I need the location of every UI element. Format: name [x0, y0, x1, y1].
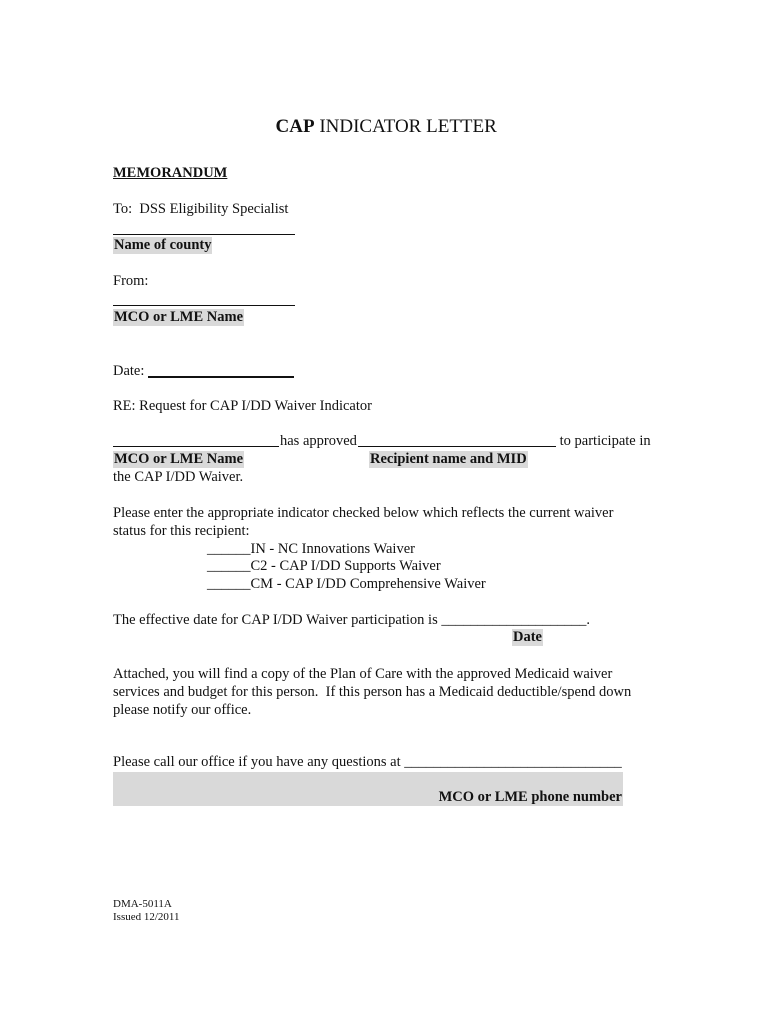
recipient-field-label[interactable]: Recipient name and MID	[370, 451, 527, 467]
instructions-line-1: Please enter the appropriate indicator checked below which reflects the current waiver	[113, 505, 614, 521]
indicator-item-c2[interactable]: ______C2 - CAP I/DD Supports Waiver	[207, 558, 441, 574]
recipient-blank[interactable]	[358, 433, 556, 447]
attached-line-2: services and budget for this person. If this person has a Medicaid deductible/spend down	[113, 684, 632, 700]
effective-date-field-label[interactable]: Date	[513, 629, 542, 645]
attached-line-3: please notify our office.	[113, 702, 252, 718]
footer-issued-date: Issued 12/2011	[113, 911, 180, 923]
title-rest: INDICATOR LETTER	[314, 116, 497, 137]
instructions-line-2: status for this recipient:	[113, 523, 250, 539]
phone-field-text: MCO or LME phone number	[438, 789, 622, 805]
attached-line-1: Attached, you will find a copy of the Plan of Care with the approved Medicaid waiver	[113, 666, 613, 682]
date-line: Date:	[113, 363, 145, 379]
phone-field-label[interactable]	[113, 772, 623, 806]
mco-field-label-2[interactable]: MCO or LME Name	[114, 451, 243, 467]
date-blank[interactable]	[148, 363, 294, 378]
page-title	[266, 94, 497, 138]
re-line: RE: Request for CAP I/DD Waiver Indicator	[113, 398, 372, 414]
indicator-item-cm[interactable]: ______CM - CAP I/DD Comprehensive Waiver	[207, 576, 486, 592]
county-blank[interactable]	[113, 221, 295, 235]
title-bold: CAP	[275, 116, 315, 137]
county-field-label[interactable]: Name of county	[114, 237, 212, 253]
from-line: From:	[113, 273, 149, 289]
footer-form-number: DMA-5011A	[113, 898, 172, 910]
memo-heading: MEMORANDUM	[113, 165, 228, 181]
participate-text: to participate in	[556, 433, 651, 449]
mco-field-label-1[interactable]: MCO or LME Name	[114, 309, 243, 325]
mco-blank-2[interactable]	[113, 433, 279, 447]
indicator-item-in[interactable]: ______IN - NC Innovations Waiver	[207, 541, 415, 557]
effective-date-line: The effective date for CAP I/DD Waiver participation is ____________________.	[113, 612, 590, 628]
has-approved-text: has approved	[280, 433, 357, 449]
to-line: To: DSS Eligibility Specialist	[113, 201, 289, 217]
call-line: Please call our office if you have any questions at ______________________________	[113, 754, 622, 770]
mco-blank-1[interactable]	[113, 292, 295, 306]
waiver-line: the CAP I/DD Waiver.	[113, 469, 244, 485]
